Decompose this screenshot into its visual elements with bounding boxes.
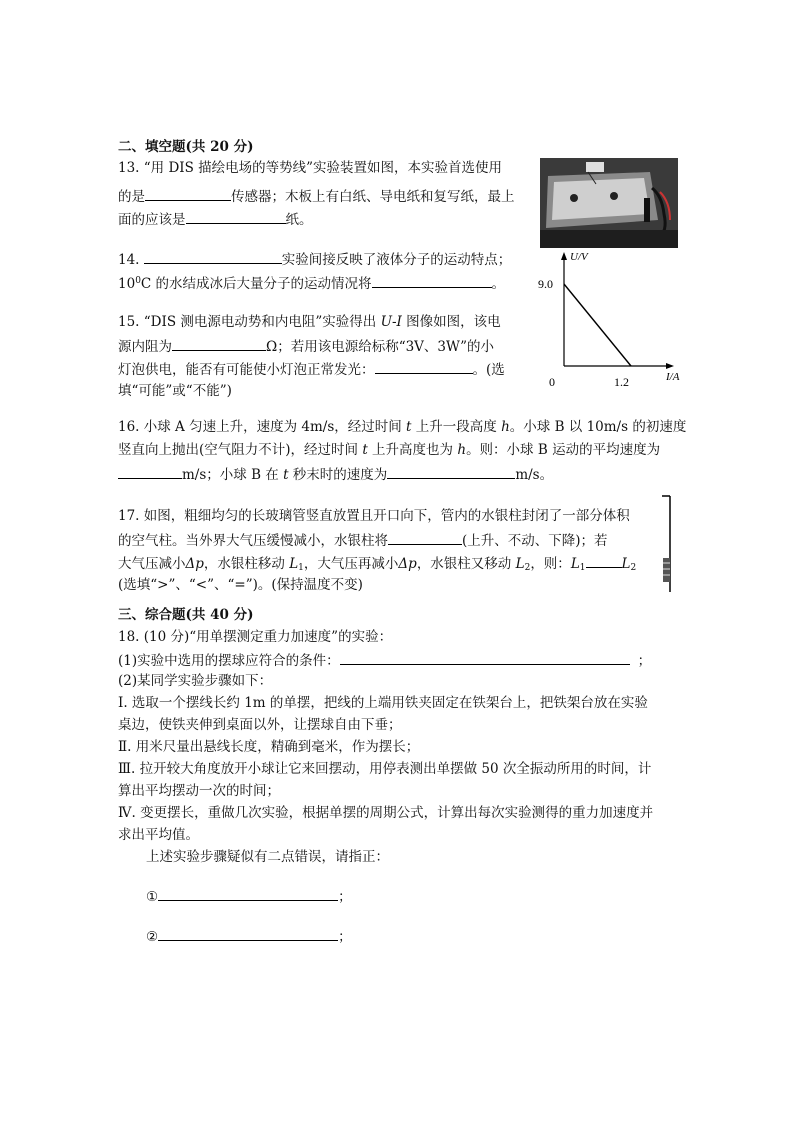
glass-tube-svg <box>660 494 676 594</box>
dis-apparatus-photo <box>540 158 678 248</box>
q13-text: 传感器；木板上有白纸、导电纸和复写纸，最上 <box>231 189 515 205</box>
q16-var-t: t <box>362 442 368 458</box>
q13-line3 <box>118 209 313 229</box>
q18-text: ； <box>338 929 352 945</box>
q18-answer1 <box>146 886 352 906</box>
q15-blank-resistance[interactable] <box>172 336 266 351</box>
q17-text: 大气压减小 <box>118 556 186 572</box>
q18-step4-line1: Ⅳ. 变更摆长，重做几次实验，根据单摆的周期公式，计算出每次实验测得的重力加速度并 <box>118 805 654 821</box>
q18-text: ； <box>637 653 652 669</box>
q18-step4-line2: 求出平均值。 <box>118 827 199 843</box>
q15-var-i: I <box>396 314 402 330</box>
q13-blank-sensor[interactable] <box>145 186 231 201</box>
q15-text: 。(选 <box>472 362 505 378</box>
q17-blank-compare[interactable] <box>586 553 622 568</box>
q14-blank-motion[interactable] <box>372 273 492 288</box>
q16-text: 。则：小球 B 运动的平均速度为 <box>466 442 661 458</box>
q18-blank-condition[interactable] <box>340 650 630 665</box>
q16-var-t: t <box>283 467 289 483</box>
x-axis-arrow <box>666 363 674 369</box>
q14-line2 <box>118 272 505 293</box>
q16-line1 <box>118 418 686 436</box>
section-2-title: 二、填空题(共 20 分) <box>118 139 254 155</box>
q15-text: 图像如图，该电 <box>401 314 501 330</box>
q16-var-h: h <box>501 419 510 435</box>
q16-text: m/s；小球 B 在 <box>182 467 284 483</box>
degree-mark: 0 <box>135 276 141 286</box>
q16-text: 16. 小球 A 匀速上升，速度为 4m/s，经过时间 <box>118 419 407 435</box>
answer-number: ① <box>146 889 159 905</box>
q18-step3-line1: Ⅲ. 拉开较大角度放开小球让它来回摆动，用停表测出单摆做 50 次全振动所用的时间，计 <box>118 761 652 777</box>
q18-step2: Ⅱ. 用米尺量出悬线长度，精确到毫米，作为摆长； <box>118 739 420 755</box>
q18-step3-line2: 算出平均摆动一次的时间； <box>118 783 280 799</box>
q13-blank-paper[interactable] <box>186 209 286 224</box>
delta-p: Δp <box>185 556 204 572</box>
q17-line3 <box>118 553 636 577</box>
ui-graph <box>536 248 686 393</box>
q17-blank-direction[interactable] <box>388 530 462 545</box>
q16-line2 <box>118 441 660 459</box>
q16-blank-final-speed[interactable] <box>387 464 515 479</box>
subscript: 2 <box>524 563 531 573</box>
subscript: 2 <box>630 563 637 573</box>
y-axis-label: U/V <box>570 251 588 263</box>
q15-blank-possible[interactable] <box>375 359 473 374</box>
q14-blank-experiment[interactable] <box>144 249 282 264</box>
q17-var-l: L <box>289 556 299 572</box>
q15-text: - <box>391 314 397 330</box>
q13-text: 的是 <box>118 189 145 205</box>
q18-step1-line2: 桌边，使铁夹伸到桌面以外，让摆球自由下垂； <box>118 717 402 733</box>
q17-line2 <box>118 530 608 550</box>
q15-line2 <box>118 336 494 356</box>
q18-blank-answer2[interactable] <box>158 926 338 941</box>
x-axis-label: I/A <box>666 371 680 383</box>
q15-text: Ω；若用该电源给标称“3V、3W”的小 <box>266 339 495 355</box>
q13-line2 <box>118 186 515 206</box>
x-intercept-label: 1.2 <box>614 375 629 389</box>
q17-text: ，水银柱移动 <box>203 556 290 572</box>
q16-text: 秒末时的速度为 <box>288 467 388 483</box>
q14-text: C 的水结成冰后大量分子的运动情况将 <box>140 276 372 292</box>
q15-text: 灯泡供电，能否有可能使小灯泡正常发光： <box>118 362 375 378</box>
q14-text: 14. <box>118 252 140 268</box>
q15-var-u: U <box>380 314 392 330</box>
q18-answer2 <box>146 926 352 946</box>
q15-text: 15. “DIS 测电源电动势和内电阻”实验得出 <box>118 314 381 330</box>
q16-var-t: t <box>406 419 412 435</box>
q17-line4: (选填“>”、“<”、“=”)。(保持温度不变) <box>118 577 363 593</box>
q15-line3 <box>118 359 505 379</box>
q13-text: 纸。 <box>285 212 313 228</box>
q13-line1: 13. “用 DIS 描绘电场的等势线”实验装置如图，本实验首选使用 <box>118 160 503 176</box>
q18-text: ； <box>338 889 352 905</box>
q16-text: 上升高度也为 <box>367 442 458 458</box>
q15-text: 源内阻为 <box>118 339 172 355</box>
q18-line2 <box>118 650 651 670</box>
q14-text: 10 <box>118 276 136 292</box>
q16-var-h: h <box>457 442 467 458</box>
q18-blank-answer1[interactable] <box>158 886 338 901</box>
q16-text: 。小球 B 以 10m/s 的初速度 <box>509 419 687 435</box>
y-intercept-label: 9.0 <box>538 277 553 291</box>
q16-text: 上升一段高度 <box>411 419 502 435</box>
q18-text: (1)实验中选用的摆球应符合的条件： <box>118 653 340 669</box>
q16-blank-avg-speed[interactable] <box>118 464 182 479</box>
q17-var-l: L <box>515 556 525 572</box>
section-3-title: 三、综合题(共 40 分) <box>118 607 254 623</box>
origin-label: 0 <box>549 375 555 389</box>
q17-var-l: L <box>621 556 631 572</box>
subscript: 1 <box>298 563 304 573</box>
q14-text: 。 <box>491 276 506 292</box>
q17-text: ，则： <box>530 556 571 572</box>
q18-line3: (2)某同学实验步骤如下： <box>118 673 273 689</box>
q17-text: ，大气压再减小 <box>303 556 399 572</box>
q17-var-l: L <box>570 556 580 572</box>
q18-line1: 18. (10 分)“用单摆测定重力加速度”的实验： <box>118 629 393 645</box>
delta-p: Δp <box>398 556 417 572</box>
q14-line1 <box>118 249 511 269</box>
q18-instruction: 上述实验步骤疑似有二点错误，请指正： <box>146 849 389 865</box>
glass-tube-figure <box>660 494 676 594</box>
q16-text: 竖直向上抛出(空气阻力不计)，经过时间 <box>118 442 363 458</box>
q14-text: 实验间接反映了液体分子的运动特点； <box>281 252 512 268</box>
y-axis-arrow <box>561 252 567 260</box>
q13-text: 面的应该是 <box>118 212 186 228</box>
q15-line1 <box>118 313 501 331</box>
ui-graph-svg <box>536 248 686 393</box>
q17-text: (上升、不动、下降)；若 <box>462 533 608 549</box>
q18-step1-line1: Ⅰ. 选取一个摆线长约 1m 的单摆，把线的上端用铁夹固定在铁架台上，把铁架台放在实验 <box>118 695 648 711</box>
q17-text: ，水银柱又移动 <box>416 556 516 572</box>
q17-text: 的空气柱。当外界大气压缓慢减小，水银柱将 <box>118 533 388 549</box>
q16-text: m/s。 <box>515 467 554 483</box>
q16-line3 <box>118 464 553 484</box>
q15-line4: 填“可能”或“不能”) <box>118 383 232 399</box>
subscript: 1 <box>579 563 586 573</box>
answer-number: ② <box>146 929 159 945</box>
q17-line1: 17. 如图，粗细均匀的长玻璃管竖直放置且开口向下，管内的水银柱封闭了一部分体积 <box>118 508 630 524</box>
ui-line <box>564 284 631 366</box>
apparatus-image <box>540 158 678 248</box>
